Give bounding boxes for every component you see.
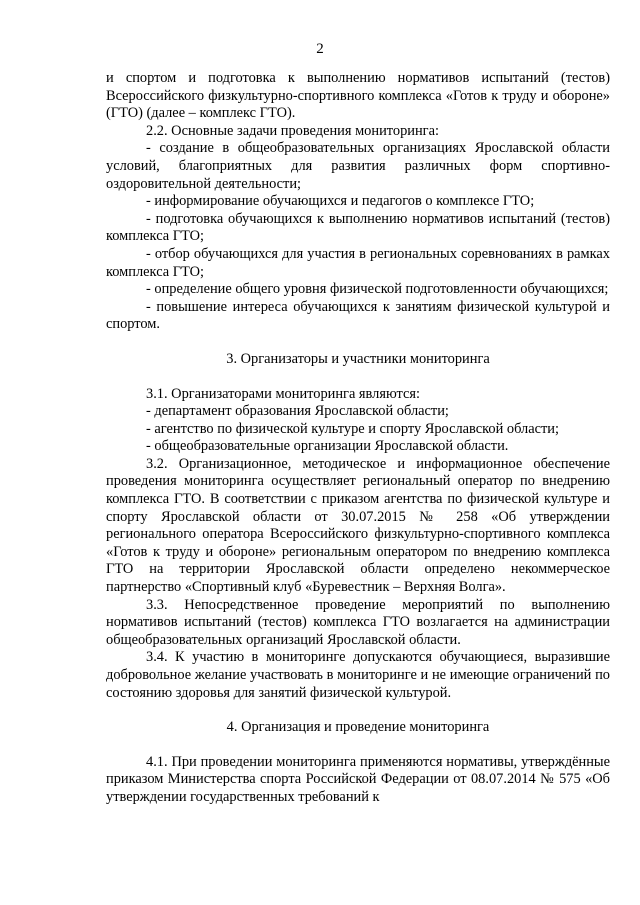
list-item: - определение общего уровня физической подготовленности обучающихся; [146, 281, 609, 298]
paragraph: и спортом и подготовка к выполнению нормативов испытаний (тестов) Всероссийского физкультурно-спортивного комплекса «Готов к труду и обороне» (ГТО) (далее – комплекс ГТО). [106, 70, 610, 122]
paragraph: 3.1. Организаторами мониторинга являются: [146, 385, 420, 402]
list-item: - департамент образования Ярославской области; [146, 403, 449, 420]
list-item: - создание в общеобразовательных организациях Ярославской области условий, благоприятных для развития различных форм спортивно-оздоровительной деятельности; [106, 140, 610, 192]
list-item: - информирование обучающихся и педагогов о комплексе ГТО; [146, 193, 535, 210]
section-heading: 3. Организаторы и участники мониторинга [226, 350, 490, 367]
list-item: - повышение интереса обучающихся к занятиям физической культурой и спортом. [106, 298, 610, 333]
paragraph: 4.1. При проведении мониторинга применяются нормативы, утверждённые приказом Министерства спорта Российской Федерации от 08.07.2014 № 575 «Об утверждении государственных требований к [106, 753, 610, 805]
list-item: - общеобразовательные организации Ярославской области. [146, 438, 509, 455]
list-item: - подготовка обучающихся к выполнению нормативов испытаний (тестов) комплекса ГТО; [106, 210, 610, 245]
paragraph: 2.2. Основные задачи проведения мониторинга: [146, 122, 439, 139]
list-item: - отбор обучающихся для участия в региональных соревнованиях в рамках комплекса ГТО; [106, 245, 610, 280]
section-heading: 4. Организация и проведение мониторинга [226, 719, 490, 736]
page-content [106, 70, 610, 807]
paragraph: 3.4. К участию в мониторинге допускаются обучающиеся, выразившие добровольное желание участвовать в мониторинге и не имеющие ограничений по состоянию здоровья для занятий физической культурой. [106, 649, 610, 701]
paragraph: 3.3. Непосредственное проведение мероприятий по выполнению нормативов испытаний (тестов) комплекса ГТО возлагается на администрации общеобразовательных организаций Ярославской области. [106, 596, 610, 648]
paragraph: 3.2. Организационное, методическое и информационное обеспечение проведения мониторинга осуществляет региональный оператор по внедрению комплекса ГТО. В соответствии с приказом агентства по физической культуре и спорту Ярославской области от 30.07.2015 № 258 «Об утверждении регионального оператора Всероссийского физкультурно-спортивного комплекса «Готов к труду и обороне» региональным оператором по внедрению комплекса ГТО на территории Ярославской области определено некоммерческое партнерство «Спортивный клуб «Буревестник – Верхняя Волга». [106, 455, 610, 596]
list-item: - агентство по физической культуре и спорту Ярославской области; [146, 420, 559, 437]
page-number: 2 [316, 41, 324, 57]
